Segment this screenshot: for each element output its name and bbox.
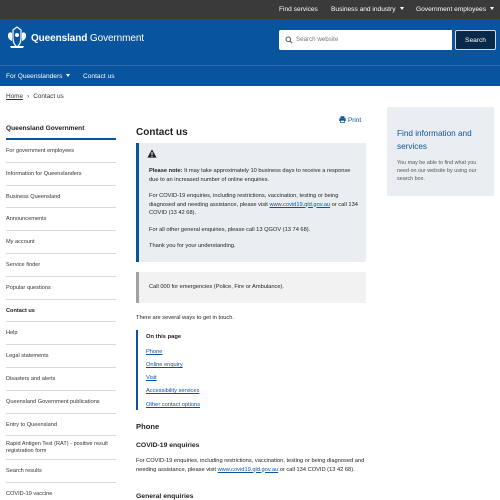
covid-paragraph	[136, 457, 366, 474]
covid-heading: COVID-19 enquiries	[136, 442, 200, 449]
site-header	[0, 19, 500, 65]
chevron-down-icon	[490, 7, 494, 10]
section-nav-item[interactable]: Rapid Antigen Test (RAT) - positive result registration form	[6, 436, 116, 460]
brand-rest: Government	[87, 33, 144, 44]
section-nav-item[interactable]: Entry to Queensland	[6, 414, 116, 437]
coat-of-arms-icon	[6, 26, 28, 50]
section-nav-item[interactable]: Legal statements	[6, 345, 116, 368]
section-nav-item[interactable]: Information for Queenslanders	[6, 163, 116, 186]
nav-contact-us[interactable]: Contact us	[83, 73, 115, 80]
emergency-callout	[136, 272, 366, 303]
on-this-page-heading: On this page	[146, 334, 182, 340]
anchor-link-online-enquiry[interactable]: Online enquiry	[146, 362, 183, 368]
government-employees-menu[interactable]	[416, 0, 494, 19]
notice-body: It may take approximately 10 business days to receive a response due to an increased number of online enquiries.	[149, 168, 351, 183]
notice-thanks: Thank you for your understanding.	[149, 243, 236, 249]
business-industry-menu[interactable]	[331, 0, 404, 19]
chevron-down-icon	[400, 7, 404, 10]
business-industry-label: Business and industry	[331, 6, 396, 13]
section-nav-item[interactable]: Search results	[6, 460, 116, 483]
section-nav-item-active[interactable]: Contact us	[6, 300, 116, 323]
find-info-description: You may be able to find what you need on our website by using our search box.	[397, 160, 477, 182]
breadcrumb	[6, 93, 64, 100]
search-input[interactable]	[279, 30, 452, 50]
utility-bar	[0, 0, 500, 19]
notice-covid-tail: or call 134 COVID (13 42 68).	[149, 201, 358, 216]
breadcrumb-home-link[interactable]: Home	[6, 93, 24, 100]
print-link[interactable]	[339, 116, 361, 124]
emergency-text: Call 000 for emergencies (Police, Fire or Ambulance).	[149, 284, 284, 290]
brand-bold: Queensland	[31, 33, 88, 44]
notice-box	[136, 143, 366, 262]
section-nav-item[interactable]: My account	[6, 231, 116, 254]
section-nav	[6, 118, 116, 500]
primary-nav	[0, 65, 500, 86]
on-this-page	[136, 330, 236, 410]
printer-icon	[339, 116, 346, 123]
section-nav-item[interactable]: For government employees	[6, 140, 116, 163]
anchor-link-other-options[interactable]: Other contact options	[146, 402, 201, 408]
site-logo-text[interactable]	[31, 33, 144, 44]
find-info-card	[387, 107, 494, 196]
section-nav-heading[interactable]: Queensland Government	[6, 118, 116, 140]
general-enquiries-heading: General enquiries	[136, 493, 194, 500]
covid-paragraph-text: For COVID-19 enquiries, including restrictions, vaccination, testing or being diagnosed and needing assistance, please visit	[136, 458, 365, 473]
notice-covid-text: For COVID-19 enquiries, including restrictions, vaccination, testing or being diagnosed and needing assistance, please visit	[149, 193, 339, 208]
notice-label: Please note:	[149, 168, 183, 174]
covid-website-link[interactable]: www.covid19.qld.gov.au	[269, 201, 331, 208]
section-nav-item[interactable]: Announcements	[6, 208, 116, 231]
chevron-right-icon: ›	[27, 93, 30, 100]
section-nav-item[interactable]: Business Queensland	[6, 186, 116, 209]
notice-covid	[149, 192, 361, 218]
search-button[interactable]: Search	[455, 30, 496, 50]
nav-for-queenslanders[interactable]	[6, 66, 70, 87]
notice-text	[149, 167, 361, 184]
search-placeholder: Search website	[296, 36, 339, 43]
find-services-link[interactable]: Find services	[279, 6, 318, 13]
warning-icon	[147, 149, 157, 158]
nav-for-queenslanders-label: For Queenslanders	[6, 73, 63, 80]
section-nav-item[interactable]: Disasters and alerts	[6, 368, 116, 391]
intro-text: There are several ways to get in touch.	[136, 315, 235, 321]
government-employees-label: Government employees	[416, 6, 487, 13]
print-label: Print	[348, 117, 362, 124]
covid-paragraph-link[interactable]: www.covid19.qld.gov.au	[217, 466, 279, 473]
covid-paragraph-tail: or call 134 COVID (13 42 68).	[278, 466, 355, 473]
search-icon	[285, 36, 293, 44]
anchor-link-accessibility[interactable]: Accessibility services	[146, 388, 200, 394]
section-nav-item[interactable]: COVID-19 vaccine	[6, 483, 116, 500]
find-info-title[interactable]: Find information and services	[397, 129, 472, 151]
anchor-link-phone[interactable]: Phone	[146, 349, 163, 355]
notice-other: For all other general enquiries, please call 13 QGOV (13 74 68).	[149, 227, 311, 233]
anchor-link-visit[interactable]: Visit	[146, 375, 157, 381]
phone-heading: Phone	[136, 422, 160, 431]
section-nav-item[interactable]: Help	[6, 322, 116, 345]
breadcrumb-current: Contact us	[33, 93, 64, 100]
page-title: Contact us	[136, 127, 188, 138]
chevron-down-icon	[66, 74, 70, 77]
section-nav-item[interactable]: Popular questions	[6, 277, 116, 300]
section-nav-item[interactable]: Queensland Government publications	[6, 391, 116, 414]
section-nav-item[interactable]: Service finder	[6, 254, 116, 277]
